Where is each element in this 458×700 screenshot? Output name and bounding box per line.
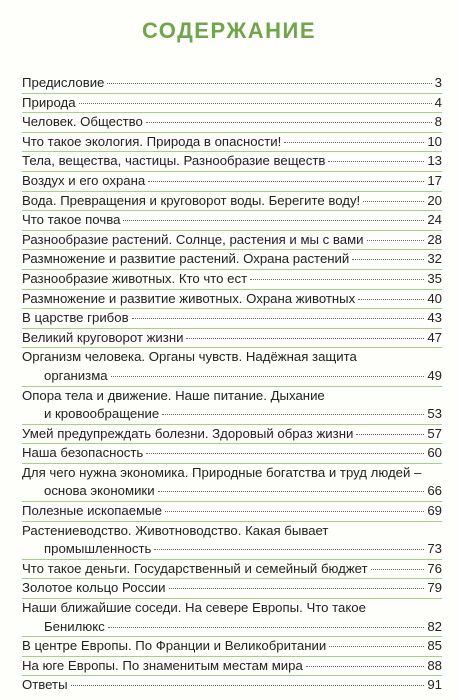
dot-leader [132, 318, 425, 319]
toc-page-number: 32 [427, 251, 442, 267]
toc-entry-title: В царстве грибов [22, 310, 129, 326]
dot-leader [358, 299, 424, 300]
toc-entry [22, 132, 442, 152]
toc-entry [22, 521, 442, 559]
toc-entry-title: Что такое экология. Природа в опасности! [22, 133, 282, 149]
toc-entry [22, 230, 442, 250]
toc-entry-title: Разнообразие растений. Солнце, растения и мы с вами [22, 231, 364, 247]
dot-leader [186, 338, 424, 339]
toc-entry [22, 328, 442, 348]
dot-leader [363, 201, 424, 202]
toc-page-number: 4 [434, 94, 442, 110]
toc-entry [22, 598, 442, 636]
toc-entry-title: Бенилюкс [44, 618, 105, 634]
dot-leader [329, 646, 424, 647]
toc-page-number: 91 [427, 677, 442, 693]
dot-leader [79, 103, 432, 104]
toc-entry-title: Человек. Общество [22, 114, 143, 130]
toc-entry [22, 249, 442, 269]
toc-entry [22, 559, 442, 579]
toc-entry-title: На юге Европы. По знаменитым местам мира [22, 657, 303, 673]
dot-leader [71, 685, 425, 686]
dot-leader [107, 83, 431, 84]
toc-entry-title: Разнообразие животных. Кто что ест [22, 270, 248, 286]
toc-entry [22, 289, 442, 309]
toc-entry-title: Ответы [22, 677, 68, 693]
dot-leader [146, 453, 424, 454]
toc-entry-title: В центре Европы. По Франции и Великобритании [22, 638, 327, 654]
dot-leader [165, 511, 424, 512]
toc-page-number: 66 [427, 483, 442, 499]
toc-entry [22, 578, 442, 598]
toc-entry-title: промышленность [44, 541, 152, 557]
dot-leader [111, 376, 425, 377]
dot-leader [148, 181, 424, 182]
toc-page-number: 3 [434, 75, 442, 90]
dot-leader [328, 161, 424, 162]
toc-entry-title: Наша безопасность [22, 445, 144, 461]
toc-entry [22, 151, 442, 171]
toc-page-number: 47 [427, 329, 442, 345]
dot-leader [123, 220, 424, 221]
toc-entry [22, 424, 442, 444]
toc-entry [22, 308, 442, 328]
toc-entry [22, 656, 442, 676]
toc-entry-title: Умей предупреждать болезни. Здоровый образ жизни [22, 425, 354, 441]
dot-leader [306, 666, 424, 667]
toc-page-number: 69 [427, 503, 442, 519]
toc-page-number: 24 [427, 212, 442, 228]
toc-page-number: 49 [427, 367, 442, 383]
dot-leader [108, 627, 425, 628]
dot-leader [356, 434, 424, 435]
dot-leader [352, 259, 424, 260]
toc-entry [22, 112, 442, 132]
toc-entry-title: Природа [22, 94, 76, 110]
toc-entry [22, 636, 442, 656]
toc-page-number: 53 [427, 406, 442, 422]
toc-entry-title: Великий круговорот жизни [22, 329, 184, 345]
toc-page-number: 79 [427, 580, 442, 596]
page-title: СОДЕРЖАНИЕ [141, 18, 317, 43]
toc-entry [22, 443, 442, 463]
toc-page-number: 73 [427, 541, 442, 557]
toc-entry-title: Для чего нужна экономика. Природные богатства и труд людей – [22, 464, 422, 480]
toc-entry-title: Размножение и развитие растений. Охрана растений [22, 251, 350, 267]
toc-page-number: 35 [427, 270, 442, 286]
toc-page-number: 57 [427, 425, 442, 441]
toc-entry-title: Что такое деньги. Государственный и семейный бюджет [22, 560, 368, 576]
toc-entry-title: Что такое почва [22, 212, 121, 228]
toc-entry-title: Вода. Превращения и круговорот воды. Берегите воду! [22, 192, 361, 208]
toc-page-number: 13 [427, 153, 442, 169]
toc-entry [22, 463, 442, 501]
toc-entry-title: организма [44, 367, 108, 383]
toc-entry-title: Тела, вещества, частицы. Разнообразие веществ [22, 153, 326, 169]
toc-page-number: 76 [427, 560, 442, 576]
toc-page-number: 88 [427, 657, 442, 673]
toc-entry [22, 93, 442, 113]
toc-entry [22, 210, 442, 230]
dot-leader [284, 142, 424, 143]
toc-entry-title: Полезные ископаемые [22, 503, 162, 519]
dot-leader [371, 569, 425, 570]
toc-entry-title: Наши ближайшие соседи. На севере Европы. Что такое [22, 600, 366, 616]
toc-entry-title: Размножение и развитие животных. Охрана животных [22, 290, 356, 306]
dot-leader [250, 279, 424, 280]
toc-page-number: 82 [427, 618, 442, 634]
toc-entry-title: основа экономики [44, 483, 155, 499]
toc-page-number: 20 [427, 192, 442, 208]
toc-entry-title: Воздух и его охрана [22, 172, 146, 188]
dot-leader [146, 122, 432, 123]
toc-entry [22, 675, 442, 695]
toc-page-number: 28 [427, 231, 442, 247]
dot-leader [158, 491, 425, 492]
toc-page-number: 85 [427, 638, 442, 654]
toc-entry [22, 386, 442, 424]
toc-entry-title: Золотое кольцо России [22, 580, 166, 596]
toc-page-number: 43 [427, 310, 442, 326]
toc-entry [22, 347, 442, 385]
toc-entry-title: Организм человека. Органы чувств. Надёжная защита [22, 349, 357, 365]
toc-page-number: 17 [427, 172, 442, 188]
toc-entry [22, 191, 442, 211]
toc-page-number: 60 [427, 445, 442, 461]
toc-entry-title: Опора тела и движение. Наше питание. Дыхание [22, 387, 325, 403]
toc-entry-title: Растениеводство. Животноводство. Какая бывает [22, 522, 329, 538]
toc-entry [22, 74, 442, 93]
dot-leader [169, 588, 425, 589]
table-of-contents [22, 74, 442, 695]
toc-entry [22, 269, 442, 289]
toc-page-number: 10 [427, 133, 442, 149]
toc-entry [22, 171, 442, 191]
dot-leader [367, 240, 425, 241]
toc-page-number: 8 [434, 114, 442, 130]
toc-entry [22, 501, 442, 521]
toc-page-number: 40 [427, 290, 442, 306]
dot-leader [162, 414, 424, 415]
dot-leader [154, 549, 424, 550]
toc-entry-title: Предисловие [22, 75, 105, 90]
toc-entry-title: и кровообращение [44, 406, 160, 422]
